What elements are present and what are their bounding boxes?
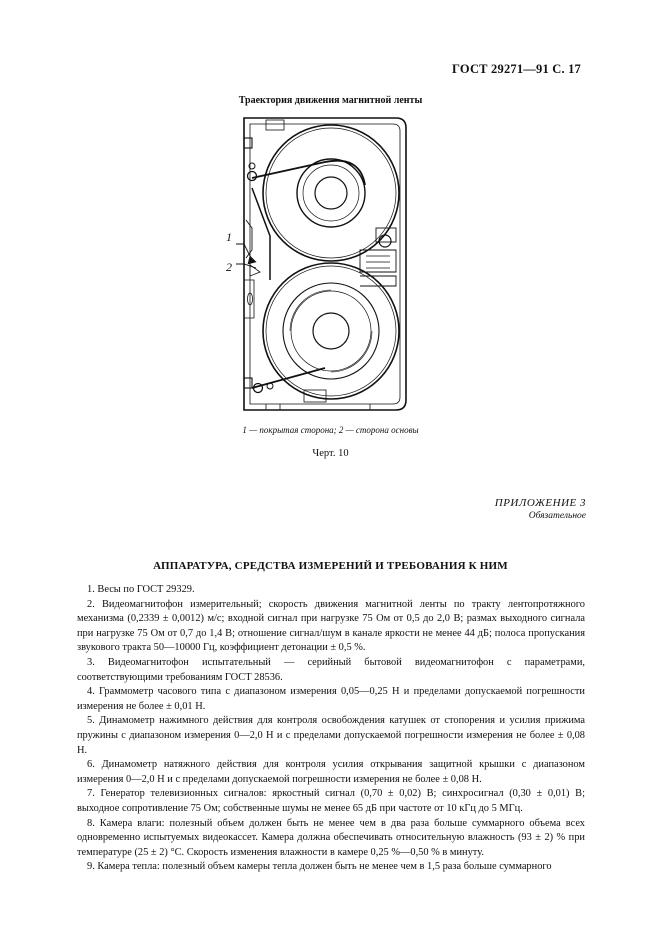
body-text	[77, 583, 585, 875]
figure-caption: 1 — покрытая сторона; 2 — сторона основы	[242, 425, 419, 435]
figure-number: Черт. 10	[312, 448, 349, 459]
paragraph: 8. Камера влаги: полезный объем должен быть не менее чем в два раза больше суммарного объема всех одновременно испытуемых видеокассет. Камера должна обеспечивать относительную влажность (93 ± 2) % при температуре (25 ± 2) °С. Скорость изменения влажности в камере 0,25 %—0,50 % в минуту.	[77, 817, 585, 858]
callout-label-1: 1	[226, 230, 232, 244]
page-header: ГОСТ 29271—91 С. 17	[452, 62, 581, 76]
cassette-tape-path-drawing	[210, 110, 420, 420]
paragraph: 1. Весы по ГОСТ 29329.	[87, 584, 195, 595]
guide-roller-top	[248, 172, 257, 181]
appendix-label: ПРИЛОЖЕНИЕ 3	[494, 497, 586, 509]
paragraph: 6. Динамометр натяжного действия для контроля усилия открывания защитной крышки с диапазоном измерения 0—2,0 Н и с пределами допускаемой погрешности измерения не более ± 0,08 Н.	[77, 759, 585, 785]
appendix-status: Обязательное	[528, 511, 586, 521]
figure-title: Траектория движения магнитной ленты	[238, 95, 423, 106]
paragraph: 7. Генератор телевизионных сигналов: яркостный сигнал (0,70 ± 0,02) В; синхросигнал (0,30 ± 0,01) В; выходное сопротивление 75 Ом; собственные шумы не менее 65 дБ при частоте от 10 кГц до 5 МГц.	[77, 788, 585, 814]
paragraph: 5. Динамометр нажимного действия для контроля освобождения катушек от стопорения и усилия прижима пружины с диапазоном измерения 0—2,0 Н и с пределами допускаемой погрешности измерения не более ± 0,08 Н.	[77, 715, 585, 756]
cassette-drawing-svg	[210, 110, 420, 420]
paragraph: 4. Граммометр часового типа с диапазоном измерения 0,05—0,25 Н и пределами допускаемой погрешности измерения не более ± 0,01 Н.	[77, 686, 585, 712]
section-title: АППАРАТУРА, СРЕДСТВА ИЗМЕРЕНИЙ И ТРЕБОВАНИЯ К НИМ	[153, 560, 508, 572]
callout-label-2: 2	[226, 260, 232, 274]
paragraph: 2. Видеомагнитофон измерительный; скорость движения магнитной ленты по тракту лентопротяжного механизма (0,2339 ± 0,0012) м/с; входной сигнал при нагрузке 75 Ом от 0,5 до 2,0 В; размах выходного сигнала при нагрузке 75 Ом от 0,7 до 1,4 В; отношение сигнал/шум в канале яркости не менее 44 дБ; полоса пропускания звукового тракта 50—10000 Гц, коэффициент детонации ± 0,5 %.	[77, 598, 585, 654]
appendix-heading	[495, 497, 586, 523]
paragraph: 9. Камера тепла: полезный объем камеры тепла должен быть не менее чем в 1,5 раза больше суммарного	[87, 861, 552, 873]
paragraph: 3. Видеомагнитофон испытательный — серийный бытовой видеомагнитофон с параметрами, соответствующими требованиям ГОСТ 28536.	[77, 656, 585, 683]
